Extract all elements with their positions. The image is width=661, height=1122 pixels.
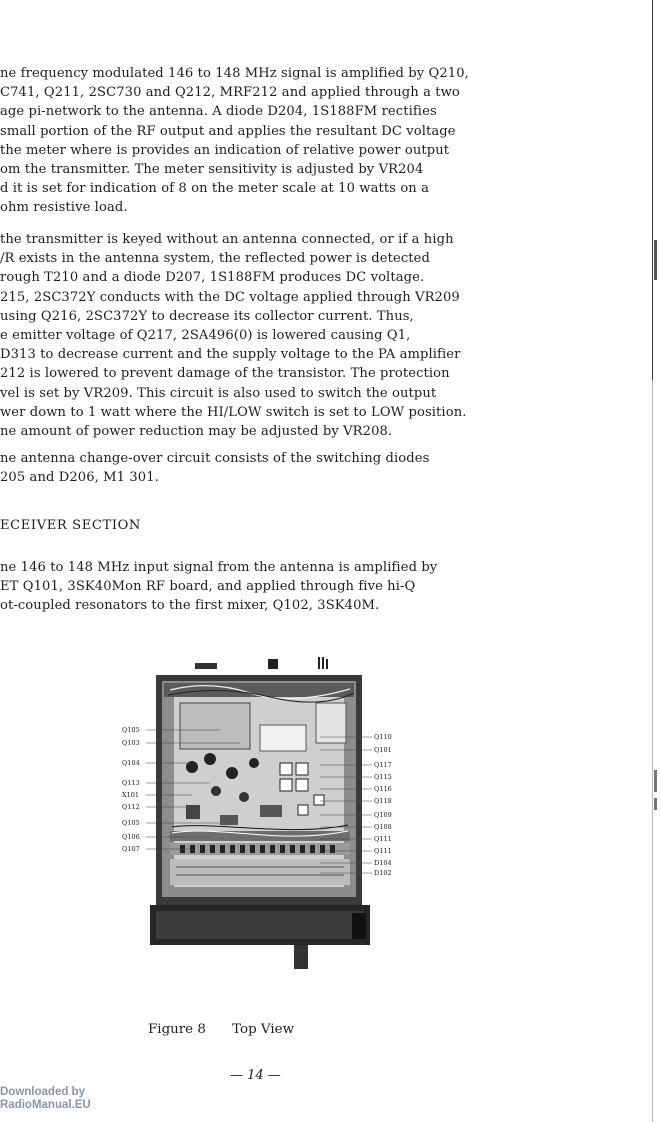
text-line: 205 and D206, M1 301. [0, 470, 159, 486]
figure-caption [148, 1022, 294, 1037]
part-label: Q108 [374, 823, 392, 831]
part-label: X101 [122, 791, 140, 799]
part-label: Q117 [374, 761, 392, 769]
paragraph-receiver-input [0, 558, 437, 616]
part-label: Q109 [374, 811, 392, 819]
part-label: Q101 [374, 746, 392, 754]
text-line: small portion of the RF output and applies the resultant DC voltage [0, 123, 456, 139]
paragraph-protection-circuit [0, 230, 467, 441]
text-line: ne frequency modulated 146 to 148 MHz signal is amplified by Q210, [0, 66, 469, 81]
part-label: D104 [374, 859, 392, 867]
part-label: Q110 [374, 733, 392, 741]
text-line: age pi-network to the antenna. A diode D204, 1S188FM rectifies [0, 104, 437, 120]
part-label: Q105 [122, 726, 140, 734]
part-label: Q106 [122, 833, 140, 841]
binding-edge [652, 380, 653, 1122]
text-line: wer down to 1 watt where the HI/LOW switch is set to LOW position. [0, 404, 467, 420]
text-line: vel is set by VR209. This circuit is also used to switch the output [0, 385, 437, 401]
text-line: using Q216, 2SC372Y to decrease its collector current. Thus, [0, 308, 414, 324]
part-label: Q105 [122, 819, 140, 827]
text-line: /R exists in the antenna system, the reflected power is detected [0, 251, 430, 267]
figure-label: Figure 8 [148, 1022, 206, 1037]
text-line: d it is set for indication of 8 on the meter scale at 10 watts on a [0, 181, 430, 197]
text-line: D313 to decrease current and the supply voltage to the PA amplifier [0, 347, 461, 363]
text-line: the meter where is provides an indication of relative power output [0, 142, 450, 158]
part-label: Q118 [374, 797, 392, 805]
page-number: — 14 — [230, 1068, 281, 1083]
part-label: Q113 [122, 779, 140, 787]
figure-title: Top View [232, 1022, 295, 1037]
text-line: ne antenna change-over circuit consists of the switching diodes [0, 451, 430, 466]
part-label: Q115 [374, 773, 392, 781]
part-label: Q111 [374, 835, 392, 843]
text-line: 215, 2SC372Y conducts with the DC voltage applied through VR209 [0, 289, 460, 305]
text-line: om the transmitter. The meter sensitivity is adjusted by VR204 [0, 162, 424, 178]
text-line: rough T210 and a diode D207, 1S188FM produces DC voltage. [0, 270, 425, 286]
text-line: ot-coupled resonators to the first mixer, Q102, 3SK40M. [0, 598, 380, 614]
download-watermark [0, 1086, 91, 1112]
part-label: Q104 [122, 759, 140, 767]
binding-edge [654, 798, 657, 810]
binding-edge [654, 240, 657, 280]
radio-top-view-photo [120, 655, 410, 995]
part-label: Q103 [122, 739, 140, 747]
watermark-line: RadioManual.EU [0, 1099, 91, 1111]
text-line: ne 146 to 148 MHz input signal from the antenna is amplified by [0, 560, 438, 575]
section-heading: ECEIVER SECTION [0, 518, 141, 533]
part-label: Q116 [374, 785, 392, 793]
text-line: ET Q101, 3SK40Mon RF board, and applied through five hi-Q [0, 579, 416, 595]
part-label: Q112 [122, 803, 140, 811]
text-line: e emitter voltage of Q217, 2SA496(0) is lowered causing Q1, [0, 328, 411, 344]
text-line: ne amount of power reduction may be adjusted by VR208. [0, 424, 393, 440]
paragraph-changeover-circuit [0, 449, 429, 487]
text-line: ohm resistive load. [0, 200, 128, 216]
part-label: Q107 [122, 845, 140, 853]
part-label: D102 [374, 869, 392, 877]
text-line: C741, Q211, 2SC730 and Q212, MRF212 and applied through a two [0, 85, 460, 101]
binding-edge [654, 770, 657, 792]
text-line: 212 is lowered to prevent damage of the transistor. The protection [0, 366, 450, 382]
paragraph-transmitter-chain [0, 64, 469, 218]
part-label: Q111 [374, 847, 392, 855]
binding-edge [652, 0, 653, 380]
watermark-line: Downloaded by [0, 1086, 85, 1098]
text-line: the transmitter is keyed without an antenna connected, or if a high [0, 232, 454, 247]
